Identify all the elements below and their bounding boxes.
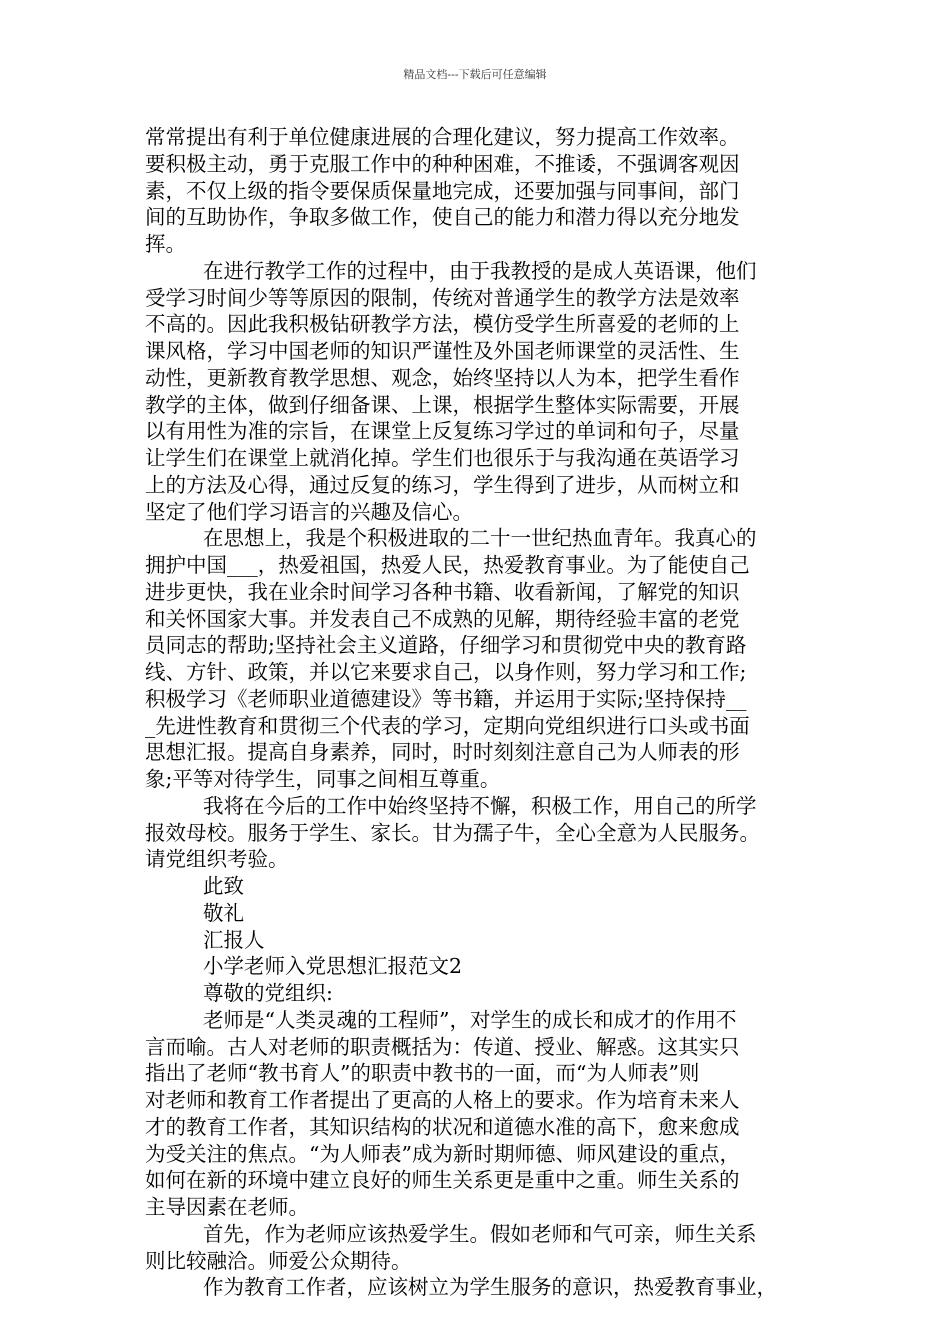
text-line: 报效母校。服务于学生、家长。甘为孺子牛，全心全意为人民服务。 [145,820,760,845]
text-line: 请党组织考验。 [145,847,289,872]
text-line: 受学习时间少等等原因的限制，传统对普通学生的教学方法是效率 [145,285,740,310]
text-line: 积极学习《老师职业道德建设》等书籍，并运用于实际;坚持保持__ [145,686,747,711]
text-line: 作为教育工作者，应该树立为学生服务的意识，热爱教育事业， [203,1275,777,1300]
text-line: 让学生们在课堂上就消化掉。学生们也很乐于与我沟通在英语学习 [145,446,740,470]
text-line: 如何在新的环境中建立良好的师生关系更是重中之重。师生关系的 [145,1168,740,1193]
text-line: 常常提出有利于单位健康进展的合理化建议，努力提高工作效率。 [145,125,740,149]
text-line: 课风格，学习中国老师的知识严谨性及外国老师课堂的灵活性、生 [145,339,740,363]
page-header: 精品文档---下载后可任意编辑 [403,68,547,81]
text-line: 在思想上，我是个积极进取的二十一世纪热血青年。我真心的 [203,526,757,551]
text-line: 动性，更新教育教学思想、观念，始终坚持以人为本，把学生看作 [145,365,740,390]
text-line: 此致 [203,874,244,898]
text-line: 要积极主动，勇于克服工作中的种种困难，不推诿，不强调客观因 [145,151,740,176]
text-line: 言而喻。古人对老师的职责概括为：传道、授业、解惑。这其实只 [145,1034,740,1059]
text-line: 为受关注的焦点。“为人师表”成为新时期师德、师风建设的重点， [145,1141,740,1166]
text-line: 员同志的帮助;坚持社会主义道路，仔细学习和贯彻党中央的教育路 [145,633,747,658]
text-line: 汇报人 [203,927,265,952]
text-line: 在进行教学工作的过程中，由于我教授的是成人英语课，他们 [203,258,757,283]
text-line: 素，不仅上级的指令要保质保量地完成，还要加强与同事间，部门 [145,178,740,203]
text-line: 间的互助协作，争取多做工作，使自己的能力和潜力得以充分地发 [145,205,740,230]
text-line: 尊敬的党组织: [203,981,333,1005]
text-line: 首先，作为老师应该热爱学生。假如老师和气可亲，师生关系 [203,1221,757,1246]
text-line: 线、方针、政策，并以它来要求自己，以身作则，努力学习和工作; [145,660,747,684]
text-line: 对老师和教育工作者提出了更高的人格上的要求。作为培育未来人 [145,1088,740,1112]
text-line: 老师是“人类灵魂的工程师”，对学生的成长和成才的作用不 [203,1007,737,1032]
text-line: 我将在今后的工作中始终坚持不懈，积极工作，用自己的所学 [203,793,757,818]
text-line: _先进性教育和贯彻三个代表的学习，定期向党组织进行口头或书面 [145,713,750,738]
text-line: 上的方法及心得，通过反复的练习，学生得到了进步，从而树立和 [145,472,740,497]
text-line: 主导因素在老师。 [145,1195,309,1219]
text-line: 指出了老师“教书育人”的职责中教书的一面，而“为人师表”则 [145,1061,700,1086]
text-line: 坚定了他们学习语言的兴趣及信心。 [145,499,473,524]
text-line: 小学老师入党思想汇报范文2 [203,954,463,979]
text-line: 不高的。因此我积极钻研教学方法，模仿受学生所喜爱的老师的上 [145,312,740,337]
text-line: 则比较融洽。师爱公众期待。 [145,1248,412,1273]
text-line: 才的教育工作者，其知识结构的状况和道德水准的高下，愈来愈成 [145,1114,740,1139]
document-body [145,124,830,1301]
text-line: 敬礼 [203,900,244,925]
text-line: 进步更快，我在业余时间学习各种书籍、收看新闻，了解党的知识 [145,579,740,604]
text-line: 象;平等对待学生，同事之间相互尊重。 [145,767,501,791]
text-line: 拥护中国___，热爱祖国，热爱人民，热爱教育事业。为了能使自己 [145,553,750,577]
text-line: 思想汇报。提高自身素养，同时，时时刻刻注意自己为人师表的形 [145,740,740,765]
text-line: 教学的主体，做到仔细备课、上课，根据学生整体实际需要，开展 [145,392,740,417]
text-line: 挥。 [145,232,186,256]
text-line: 以有用性为准的宗旨，在课堂上反复练习学过的单词和句子，尽量 [145,419,740,444]
text-line: 和关怀国家大事。并发表自己不成熟的见解，期待经验丰富的老党 [145,606,740,631]
